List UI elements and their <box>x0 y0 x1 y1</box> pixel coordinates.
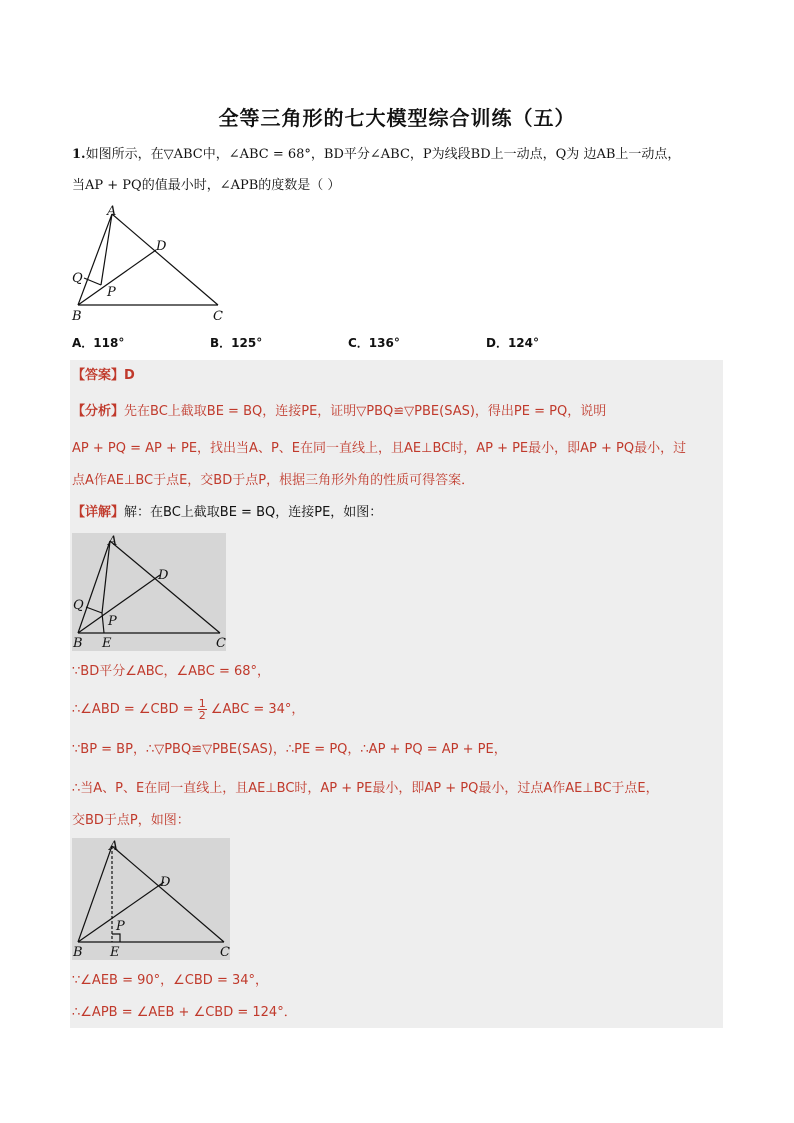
fig2-label-e: E <box>102 636 112 651</box>
analysis-line-3: 点A作AE⊥BC于点E，交BD于点P，根据三角形外角的性质可得答案． <box>72 473 475 488</box>
question-number: 1. <box>72 147 86 162</box>
answer-tag: 【答案】 <box>72 368 125 383</box>
fig2-label-d: D <box>158 568 169 583</box>
detail-step-2 <box>72 698 722 721</box>
question-figure <box>68 202 238 324</box>
choice-d: D．124° <box>486 336 540 350</box>
detail-step-6: ∵∠AEB = 90°，∠CBD = 34°， <box>72 973 269 988</box>
fig1-label-d: D <box>156 239 167 254</box>
detail-tag: 【详解】 <box>72 505 125 520</box>
fig2-label-p: P <box>108 614 117 629</box>
fig2-label-q: Q <box>73 598 84 613</box>
detail-step-2-suffix: ∠ABC = 34°， <box>210 702 305 717</box>
analysis-tag: 【分析】 <box>72 404 125 419</box>
fig2-label-a: A <box>108 534 118 549</box>
fig3-label-b: B <box>73 945 83 960</box>
fig3-label-c: C <box>220 945 230 960</box>
detail-figure-1 <box>72 533 226 651</box>
analysis-text-1: 先在BC上截取BE = BQ，连接PE，证明▽PBQ≌▽PBE(SAS)，得出PE = PQ，说明 <box>124 404 607 419</box>
question-text-1: 如图所示，在▽ABC中，∠ABC = 68°，BD平分∠ABC，P为线段BD上一动点，Q为 边AB上一动点， <box>85 147 681 162</box>
fig1-label-c: C <box>213 309 223 324</box>
detail-step-2-prefix: ∴∠ABD = ∠CBD = <box>72 702 194 717</box>
detail-step-5: 交BD于点P，如图： <box>72 813 190 828</box>
page-title: 全等三角形的七大模型综合训练（五） <box>218 106 576 130</box>
analysis-line-1 <box>72 403 722 421</box>
fig1-label-b: B <box>72 309 82 324</box>
question-line-1 <box>72 146 732 164</box>
detail-step-4: ∴当A、P、E在同一直线上，且AE⊥BC时，AP + PE最小，即AP + PQ最小，过点A作AE⊥BC于点E， <box>72 781 659 796</box>
detail-step-2-fraction <box>198 698 207 721</box>
fraction-numerator: 1 <box>198 697 206 710</box>
detail-figure-2 <box>72 838 230 960</box>
answer-line <box>72 367 722 385</box>
choice-c: C．136° <box>348 336 400 350</box>
detail-step-1: ∵BD平分∠ABC，∠ABC = 68°， <box>72 664 271 679</box>
fig1-label-q: Q <box>72 271 83 286</box>
choice-a: A．118° <box>72 336 125 350</box>
fig3-label-d: D <box>160 875 171 890</box>
fig3-label-a: A <box>109 839 119 854</box>
fig2-label-c: C <box>216 636 226 651</box>
answer-value: D <box>124 368 135 383</box>
detail-step-7: ∴∠APB = ∠AEB + ∠CBD = 124°． <box>72 1005 297 1020</box>
detail-intro-text: 解：在BC上截取BE = BQ，连接PE，如图： <box>124 505 383 520</box>
fig1-label-a: A <box>107 204 117 219</box>
fig3-label-p: P <box>116 919 125 934</box>
question-line-2: 当AP + PQ的值最小时，∠APB的度数是（ ） <box>72 178 341 193</box>
fig3-label-e: E <box>110 945 120 960</box>
fig2-label-b: B <box>73 636 83 651</box>
fig1-label-p: P <box>107 285 116 300</box>
detail-line-intro <box>72 504 722 522</box>
choice-b: B．125° <box>210 336 263 350</box>
analysis-line-2: AP + PQ = AP + PE，找出当A、P、E在同一直线上，且AE⊥BC时，AP + PE最小，即AP + PQ最小，过 <box>72 441 687 456</box>
detail-step-3: ∵BP = BP，∴▽PBQ≌▽PBE(SAS)，∴PE = PQ，∴AP + PQ = AP + PE， <box>72 742 507 757</box>
fraction-denominator: 2 <box>198 709 206 722</box>
